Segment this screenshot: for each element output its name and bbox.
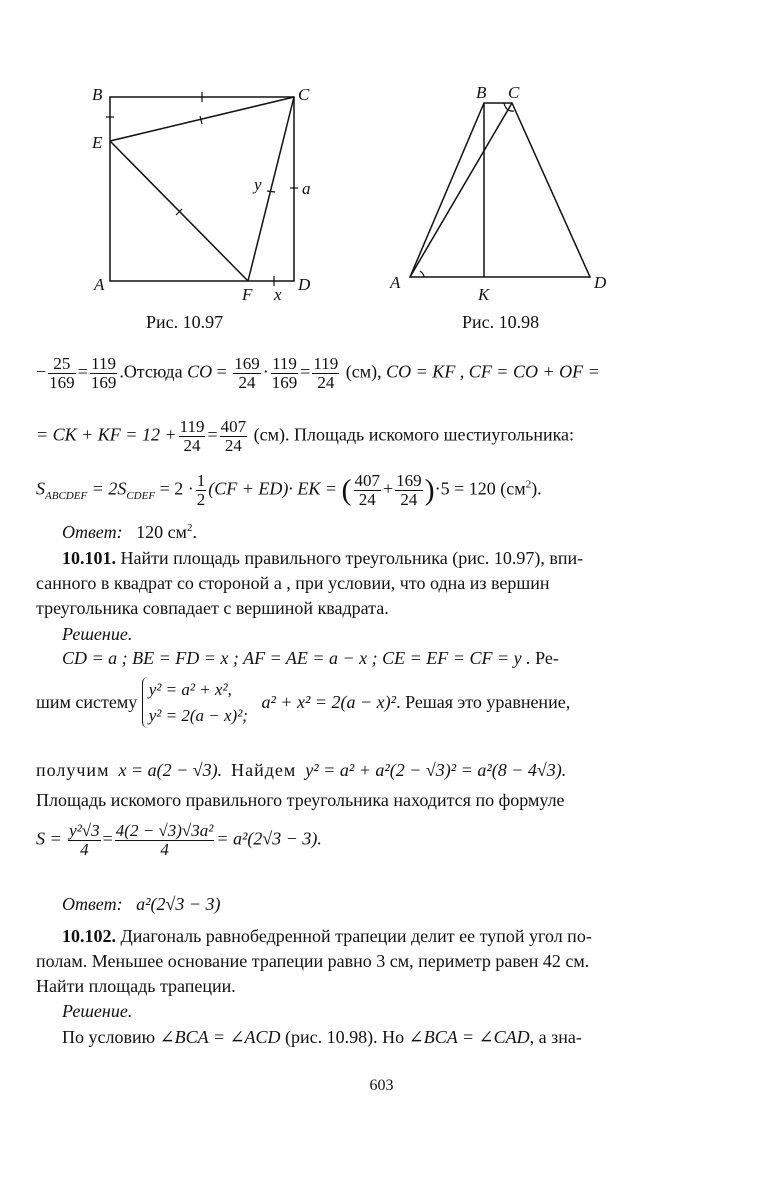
figure-10-98 [380, 78, 620, 310]
problem-number: 10.102. [62, 926, 116, 946]
system-line [36, 677, 570, 728]
fraction [354, 472, 382, 509]
text: (см). Площадь искомого шестиугольника: [249, 424, 575, 445]
text: .Отсюда [119, 361, 188, 382]
area-formula-text: Площадь искомого правильного треугольника находится по формуле [36, 790, 565, 810]
math: (CF + ED)· EK = [208, 478, 337, 499]
answer-value: a²(2√3 − 3) [136, 894, 221, 914]
text: , а зна- [529, 1027, 582, 1047]
label-a2: A [390, 273, 401, 292]
math: ∠BCA = ∠ACD [159, 1027, 281, 1047]
text: Найти площадь правильного треугольника (рис. 10.97), впи- [116, 548, 584, 568]
label-e: E [92, 133, 103, 152]
math: = 2 · [155, 478, 194, 499]
page-number: 603 [369, 1077, 394, 1094]
fraction [395, 472, 423, 509]
diagonal-ac [410, 103, 512, 277]
numerator: 119 [179, 417, 205, 436]
denominator: 24 [224, 435, 242, 455]
superscript: 2 [186, 522, 193, 534]
square-abcd [110, 97, 294, 281]
answer-label: Ответ: [62, 522, 123, 542]
label-a: A [94, 275, 105, 294]
numerator: 25 [48, 355, 76, 374]
caption-10-97: Рис. 10.97 [146, 312, 224, 332]
result-line [36, 760, 566, 781]
label-b2: B [476, 83, 487, 102]
problem-10-102-line-2: полам. Меньшее основание трапеции равно 3 см, периметр равен 42 см. [36, 951, 590, 971]
fraction [312, 355, 339, 392]
math: S [36, 478, 45, 499]
numerator: y²√3 [69, 821, 100, 840]
math: a² + x² = 2(a − x)² [261, 692, 397, 712]
equation-system [142, 677, 248, 728]
angle-mark-a [420, 271, 424, 277]
fraction [90, 355, 118, 392]
label-c: C [298, 85, 310, 104]
segment-ec [110, 97, 294, 141]
bracket: ( [341, 473, 352, 507]
text: . [192, 522, 197, 542]
segment-ef [110, 141, 248, 281]
denominator: 24 [400, 489, 418, 509]
denominator: 24 [238, 372, 256, 392]
math: = 2S [87, 478, 127, 499]
fraction [115, 822, 215, 859]
bracket: ) [424, 473, 435, 507]
conditions-line [62, 648, 559, 669]
label-d: D [298, 275, 311, 294]
math: = CK + KF = 12 + [36, 424, 177, 445]
numerator: 169 [234, 354, 260, 373]
math: = a²(2√3 − 3). [216, 828, 322, 849]
text: шим систему [36, 692, 138, 712]
equation-line-1: − $\frac{25}{169}$ = $\frac{119}{169}$ .Отсюда CO = $\frac{169}{24}$ · $\frac{119}{169}$ = $\frac{119}{24}$ (см), CO = KF , CF = CO + OF = [36, 354, 600, 392]
numerator: 119 [313, 354, 339, 373]
math: ). [531, 478, 542, 499]
system-equation-2: y² = 2(a − x)²; [148, 705, 248, 725]
denominator: 24 [183, 435, 201, 455]
fraction [271, 355, 299, 392]
math: ∠BCA = ∠CAD [408, 1027, 530, 1047]
math: S = [36, 828, 62, 849]
math: CD = a ; BE = FD = x ; AF = AE = a − x ; CE = EF = CF = y . [62, 648, 531, 668]
answer-value: 120 см [136, 522, 187, 542]
label-y: y [254, 175, 262, 194]
tick-cf [267, 191, 275, 192]
problem-10-102-line-3: Найти площадь трапеции. [36, 976, 236, 996]
equation-line-3: $S_{ABCDEF} = 2S_{CDEF} = 2$ · $\frac{1}{2}$ (CF + ED)· EK = ( $\frac{407}{24}$ + $\frac{169}{24}$ )·5 = 120 $(см^2)$. [36, 471, 542, 509]
numerator: 407 [354, 471, 380, 490]
numerator: 119 [272, 354, 297, 373]
subscript: ABCDEF [45, 490, 88, 503]
problem-10-101-line-3: треугольника совпадает с вершиной квадрата. [36, 598, 389, 618]
fraction [68, 822, 100, 859]
fraction [179, 418, 206, 455]
equation-line-2: = CK + KF = 12 + $\frac{119}{24}$ = $\frac{407}{24}$ (см). Площадь искомого шестиугольника: [36, 417, 575, 455]
numerator: 1 [196, 471, 206, 490]
math: CO [187, 361, 213, 382]
text: (рис. 10.98). Но [280, 1027, 409, 1047]
fraction [48, 355, 76, 392]
subscript: CDEF [126, 490, 156, 503]
text: . Решая это уравнение, [396, 692, 571, 712]
label-c2: C [508, 83, 520, 102]
equals: = [77, 361, 88, 382]
label-k: K [478, 285, 490, 304]
problem-10-102-line-1 [62, 926, 592, 947]
denominator: 24 [358, 489, 376, 509]
fraction [196, 472, 207, 509]
text: Найдем [231, 760, 297, 780]
denominator: 169 [271, 372, 298, 392]
answer-2 [62, 894, 220, 915]
denominator: 169 [49, 372, 75, 392]
final-line [62, 1027, 582, 1048]
math: ·5 = 120 (см [434, 478, 526, 499]
denominator: 2 [196, 489, 206, 509]
numerator: 4(2 − √3)√3a² [115, 821, 214, 840]
problem-number: 10.101. [62, 548, 116, 568]
minus-sign: − [36, 361, 47, 382]
problem-10-101-line-1 [62, 548, 583, 569]
text: Ре- [530, 648, 559, 668]
caption-10-98: Рис. 10.98 [462, 312, 540, 332]
solution-heading-2: Решение. [62, 1001, 133, 1021]
area-formula: S = $\frac{\text{y²√3}}{4}$ = $\frac{\text{4(2 − √3)√3a²}}{4}$ = a²(2√3 − 3). [36, 821, 322, 859]
denominator: 4 [160, 839, 169, 859]
text: По условию [62, 1027, 160, 1047]
math: x = a(2 − √3). [118, 760, 223, 780]
math: y² = a² + a²(2 − √3)² = a²(8 − 4√3). [305, 760, 567, 780]
solution-heading-1: Решение. [62, 624, 133, 644]
label-b: B [92, 85, 103, 104]
denominator: 169 [90, 372, 117, 392]
figure-10-97 [80, 78, 330, 310]
numerator: 169 [396, 471, 422, 490]
fraction [233, 355, 261, 392]
denominator: 24 [317, 372, 335, 392]
fraction [220, 418, 248, 455]
numerator: 119 [91, 354, 116, 373]
text: Диагональ равнобедренной трапеции делит ее тупой угол по- [116, 926, 592, 946]
denominator: 4 [80, 839, 89, 859]
answer-label: Ответ: [62, 894, 123, 914]
text: (см), [341, 361, 387, 382]
answer-1 [62, 522, 197, 543]
label-d2: D [594, 273, 607, 292]
numerator: 407 [220, 417, 247, 436]
label-f: F [242, 285, 253, 304]
math: CO = KF , CF = CO + OF = [386, 361, 600, 382]
system-equation-1: y² = a² + x², [148, 680, 232, 699]
label-x: x [274, 285, 282, 304]
label-side-a: a [302, 179, 311, 198]
problem-10-101-line-2: санного в квадрат со стороной a , при условии, что одна из вершин [36, 573, 550, 593]
superscript: 2 [525, 478, 532, 491]
text: получим [36, 760, 110, 780]
trapezoid-abcd [410, 103, 590, 277]
